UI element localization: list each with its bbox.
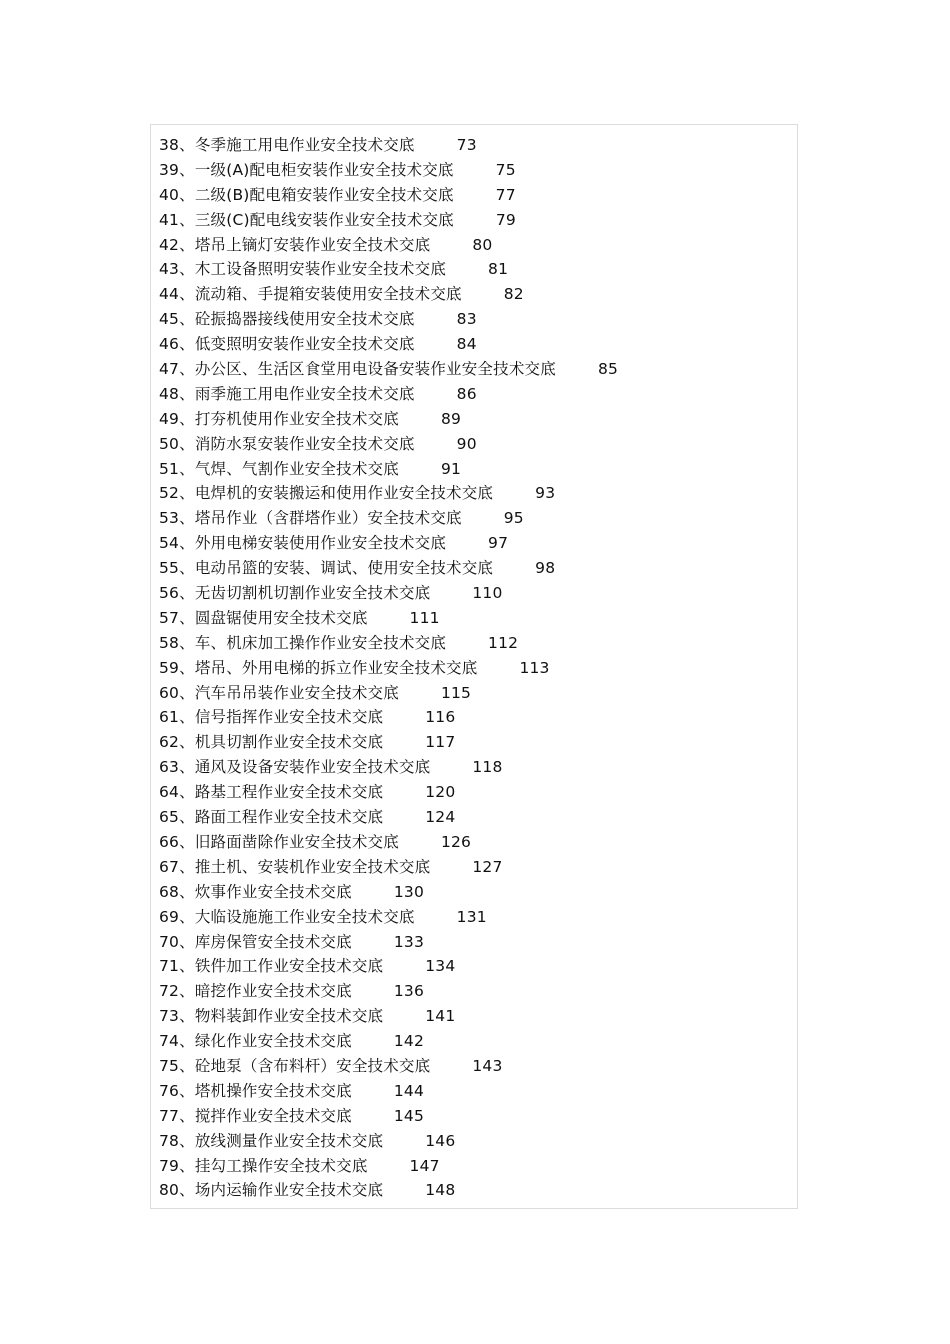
toc-entry-page: 81 — [488, 260, 509, 279]
toc-entry-separator: 、 — [179, 409, 195, 428]
toc-entry — [159, 1154, 618, 1179]
toc-entry-page: 97 — [488, 534, 509, 553]
toc-entry-number: 39 — [159, 160, 180, 179]
toc-entry-separator: 、 — [179, 882, 195, 901]
toc-entry-page: 82 — [503, 285, 524, 304]
toc-entry-number: 73 — [159, 1007, 180, 1026]
toc-entry-number: 77 — [159, 1106, 180, 1125]
toc-entry-number: 68 — [159, 882, 180, 901]
toc-entry-number: 38 — [159, 136, 180, 154]
toc-entry-page: 75 — [495, 160, 516, 179]
toc-entry-number: 61 — [159, 708, 180, 727]
toc-entry-page: 91 — [440, 459, 462, 478]
toc-entry-separator: 、 — [179, 160, 195, 179]
toc-entry-page: 118 — [472, 758, 503, 777]
toc-entry-title: 低变照明安装作业安全技术交底 — [194, 335, 415, 354]
toc-entry-page: 141 — [425, 1007, 456, 1026]
toc-entry-number: 64 — [159, 783, 180, 802]
toc-entry-page: 120 — [425, 783, 456, 802]
toc-entry — [159, 257, 618, 282]
toc-entry-number: 57 — [159, 608, 180, 627]
toc-entry — [159, 158, 618, 183]
toc-entry — [159, 1129, 618, 1154]
toc-entry-page: 144 — [393, 1081, 425, 1100]
toc-entry-number: 76 — [159, 1081, 180, 1100]
toc-entry-title: 绿化作业安全技术交底 — [194, 1032, 352, 1051]
toc-entry-title: 外用电梯安装使用作业安全技术交底 — [194, 534, 447, 553]
toc-entry-title: 流动箱、手提箱安装使用安全技术交底 — [194, 285, 462, 304]
toc-entry-page: 80 — [472, 235, 493, 254]
toc-entry-separator: 、 — [179, 733, 195, 752]
toc-entry — [159, 780, 618, 805]
toc-entry-title: 冬季施工用电作业安全技术交底 — [194, 136, 415, 154]
toc-entry-title: 放线测量作业安全技术交底 — [194, 1131, 384, 1150]
toc-entry-number: 42 — [159, 235, 180, 254]
toc-entry-title: 汽车吊吊装作业安全技术交底 — [194, 683, 399, 702]
toc-entry-separator: 、 — [179, 260, 195, 279]
toc-entry-title: 砼地泵（含布料杆）安全技术交底 — [194, 1056, 431, 1075]
toc-entry-number: 54 — [159, 534, 180, 553]
toc-entry — [159, 531, 618, 556]
toc-entry-title: 大临设施施工作业安全技术交底 — [194, 907, 415, 926]
toc-entry — [159, 382, 618, 407]
toc-entry-title: 电焊机的安装搬运和使用作业安全技术交底 — [194, 484, 494, 503]
toc-entry-title: 库房保管安全技术交底 — [194, 932, 352, 951]
toc-entry-page: 116 — [425, 708, 456, 727]
toc-entry-separator: 、 — [179, 857, 195, 876]
toc-entry-separator: 、 — [179, 1106, 195, 1125]
toc-entry — [159, 432, 618, 457]
toc-entry — [159, 730, 618, 755]
toc-entry-separator: 、 — [179, 559, 195, 578]
toc-entry-separator: 、 — [179, 136, 195, 154]
toc-entry-page: 148 — [425, 1181, 456, 1200]
toc-entry-number: 49 — [159, 409, 180, 428]
toc-entry-number: 79 — [159, 1156, 180, 1175]
toc-entry-page: 147 — [409, 1156, 440, 1175]
toc-entry-page: 110 — [472, 584, 503, 603]
toc-entry-title: 圆盘锯使用安全技术交底 — [194, 608, 368, 627]
toc-entry — [159, 1104, 618, 1129]
toc-entry-separator: 、 — [179, 783, 195, 802]
toc-entry-separator: 、 — [179, 459, 195, 478]
toc-entry — [159, 481, 618, 506]
toc-entry-separator: 、 — [179, 310, 195, 329]
toc-entry — [159, 357, 618, 382]
toc-entry-page: 146 — [425, 1131, 456, 1150]
toc-box — [150, 124, 798, 1209]
toc-entry-separator: 、 — [179, 1007, 195, 1026]
toc-entry — [159, 979, 618, 1004]
toc-entry-number: 65 — [159, 808, 180, 827]
toc-entry-number: 58 — [159, 633, 180, 652]
toc-entry-separator: 、 — [179, 1131, 195, 1150]
toc-entry-page: 134 — [425, 957, 456, 976]
toc-entry — [159, 457, 618, 482]
toc-entry-title: 消防水泵安装作业安全技术交底 — [194, 434, 415, 453]
toc-entry-page: 111 — [409, 608, 440, 627]
toc-entry-separator: 、 — [179, 658, 195, 677]
toc-entry — [159, 705, 618, 730]
toc-entry-separator: 、 — [179, 832, 195, 851]
toc-entry-page: 113 — [519, 658, 550, 677]
toc-entry-separator: 、 — [179, 907, 195, 926]
toc-entry — [159, 880, 618, 905]
toc-entry — [159, 1029, 618, 1054]
toc-entry-separator: 、 — [179, 509, 195, 528]
toc-entry-number: 63 — [159, 758, 180, 777]
toc-entry-title: 电动吊篮的安装、调试、使用安全技术交底 — [194, 559, 494, 578]
toc-entry-title: 雨季施工用电作业安全技术交底 — [194, 384, 415, 403]
toc-entry-number: 48 — [159, 384, 180, 403]
toc-entry-number: 71 — [159, 957, 180, 976]
toc-entry — [159, 506, 618, 531]
toc-entry-number: 45 — [159, 310, 180, 329]
toc-entry-number: 50 — [159, 434, 180, 453]
toc-entry-number: 40 — [159, 185, 180, 204]
toc-entry — [159, 407, 618, 432]
toc-entry — [159, 681, 618, 706]
toc-entry-page: 115 — [440, 683, 472, 702]
toc-entry-number: 43 — [159, 260, 180, 279]
toc-entry-title: 塔吊作业（含群塔作业）安全技术交底 — [194, 509, 462, 528]
toc-entry-number: 53 — [159, 509, 180, 528]
toc-entry-number: 67 — [159, 857, 180, 876]
toc-entry-page: 145 — [393, 1106, 425, 1125]
toc-entry-title: 气焊、气割作业安全技术交底 — [194, 459, 399, 478]
toc-entry-number: 69 — [159, 907, 180, 926]
toc-entry — [159, 1054, 618, 1079]
toc-entry — [159, 905, 618, 930]
toc-entry-title: 二级(B)配电箱安装作业安全技术交底 — [194, 185, 454, 204]
toc-entry — [159, 1079, 618, 1104]
toc-entry-title: 旧路面凿除作业安全技术交底 — [194, 832, 399, 851]
toc-entry-number: 56 — [159, 584, 180, 603]
toc-entry-title: 信号指挥作业安全技术交底 — [194, 708, 384, 727]
toc-entry-title: 挂勾工操作安全技术交底 — [194, 1156, 368, 1175]
toc-entry — [159, 606, 618, 631]
toc-entry-number: 62 — [159, 733, 180, 752]
toc-entry-title: 车、机床加工操作作业安全技术交底 — [194, 633, 447, 652]
toc-entry-page: 124 — [425, 808, 456, 827]
toc-entry-page: 131 — [456, 907, 487, 926]
toc-entry-separator: 、 — [179, 708, 195, 727]
toc-entry-page: 127 — [472, 857, 503, 876]
toc-entry — [159, 631, 618, 656]
toc-entry-page: 83 — [456, 310, 477, 329]
toc-entry — [159, 656, 618, 681]
toc-entry-separator: 、 — [179, 434, 195, 453]
toc-entry-title: 办公区、生活区食堂用电设备安装作业安全技术交底 — [194, 360, 556, 379]
toc-entry-title: 塔吊上镝灯安装作业安全技术交底 — [194, 235, 431, 254]
toc-entry-title: 通风及设备安装作业安全技术交底 — [194, 758, 431, 777]
toc-entry — [159, 805, 618, 830]
toc-entry — [159, 307, 618, 332]
toc-entry-page: 130 — [393, 882, 425, 901]
toc-entry-page: 89 — [440, 409, 462, 428]
toc-entry-title: 塔吊、外用电梯的拆立作业安全技术交底 — [194, 658, 478, 677]
toc-entry-separator: 、 — [179, 1032, 195, 1051]
toc-entry-page: 90 — [456, 434, 477, 453]
toc-entry-separator: 、 — [179, 932, 195, 951]
toc-entry-title: 炊事作业安全技术交底 — [194, 882, 352, 901]
toc-entry-number: 74 — [159, 1032, 180, 1051]
toc-entry-title: 打夯机使用作业安全技术交底 — [194, 409, 399, 428]
toc-entry — [159, 830, 618, 855]
toc-entry-separator: 、 — [179, 633, 195, 652]
toc-entry-title: 路面工程作业安全技术交底 — [194, 808, 384, 827]
toc-entry-page: 79 — [495, 210, 516, 229]
toc-entry-separator: 、 — [179, 584, 195, 603]
toc-entry-title: 路基工程作业安全技术交底 — [194, 783, 384, 802]
toc-entry-separator: 、 — [179, 1181, 195, 1200]
toc-entry-page: 86 — [456, 384, 477, 403]
toc-entry-title: 塔机操作安全技术交底 — [194, 1081, 352, 1100]
toc-entry-number: 75 — [159, 1056, 180, 1075]
toc-entry-title: 木工设备照明安装作业安全技术交底 — [194, 260, 447, 279]
toc-entry-separator: 、 — [179, 360, 195, 379]
toc-entry-page: 133 — [393, 932, 425, 951]
toc-entry-title: 一级(A)配电柜安装作业安全技术交底 — [194, 160, 454, 179]
toc-entry-separator: 、 — [179, 608, 195, 627]
toc-entry-page: 126 — [440, 832, 472, 851]
toc-entry-title: 机具切割作业安全技术交底 — [194, 733, 384, 752]
toc-entry-separator: 、 — [179, 1081, 195, 1100]
toc-entry-page: 85 — [597, 360, 619, 379]
toc-entry — [159, 332, 618, 357]
toc-entry-number: 55 — [159, 559, 180, 578]
toc-entry-number: 44 — [159, 285, 180, 304]
toc-entry-separator: 、 — [179, 384, 195, 403]
toc-list — [159, 133, 618, 1203]
toc-entry-title: 搅拌作业安全技术交底 — [194, 1106, 352, 1125]
toc-entry-separator: 、 — [179, 1156, 195, 1175]
toc-entry-title: 铁件加工作业安全技术交底 — [194, 957, 384, 976]
toc-entry-separator: 、 — [179, 957, 195, 976]
toc-entry — [159, 233, 618, 258]
toc-entry-number: 60 — [159, 683, 180, 702]
toc-entry-separator: 、 — [179, 683, 195, 702]
toc-entry — [159, 282, 618, 307]
toc-entry-page: 117 — [425, 733, 456, 752]
toc-entry-number: 78 — [159, 1131, 180, 1150]
toc-entry — [159, 755, 618, 780]
toc-entry — [159, 1004, 618, 1029]
toc-entry-number: 51 — [159, 459, 180, 478]
toc-entry-number: 47 — [159, 360, 180, 379]
toc-entry-page: 73 — [456, 136, 477, 154]
toc-entry-separator: 、 — [179, 758, 195, 777]
toc-entry — [159, 208, 618, 233]
toc-entry-separator: 、 — [179, 982, 195, 1001]
toc-entry-page: 93 — [535, 484, 556, 503]
toc-entry — [159, 133, 618, 158]
toc-entry-number: 52 — [159, 484, 180, 503]
toc-entry — [159, 1178, 618, 1203]
toc-entry-number: 72 — [159, 982, 180, 1001]
toc-entry-title: 场内运输作业安全技术交底 — [194, 1181, 384, 1200]
toc-entry-separator: 、 — [179, 1056, 195, 1075]
toc-entry-page: 112 — [488, 633, 519, 652]
toc-entry-separator: 、 — [179, 285, 195, 304]
toc-entry-separator: 、 — [179, 484, 195, 503]
toc-entry-title: 物料装卸作业安全技术交底 — [194, 1007, 384, 1026]
toc-entry — [159, 183, 618, 208]
toc-entry-title: 无齿切割机切割作业安全技术交底 — [194, 584, 431, 603]
toc-entry — [159, 954, 618, 979]
toc-entry-separator: 、 — [179, 335, 195, 354]
toc-entry — [159, 855, 618, 880]
toc-entry-title: 砼振捣器接线使用安全技术交底 — [194, 310, 415, 329]
toc-entry-page: 143 — [472, 1056, 503, 1075]
toc-entry-page: 136 — [393, 982, 425, 1001]
toc-entry-number: 70 — [159, 932, 180, 951]
toc-entry-separator: 、 — [179, 808, 195, 827]
toc-entry-separator: 、 — [179, 210, 195, 229]
toc-entry — [159, 581, 618, 606]
toc-entry-title: 暗挖作业安全技术交底 — [194, 982, 352, 1001]
toc-entry-separator: 、 — [179, 185, 195, 204]
toc-entry-page: 95 — [503, 509, 524, 528]
toc-entry-title: 三级(C)配电线安装作业安全技术交底 — [194, 210, 454, 229]
toc-entry-page: 84 — [456, 335, 477, 354]
toc-entry-page: 142 — [393, 1032, 425, 1051]
toc-entry-number: 41 — [159, 210, 180, 229]
toc-entry-page: 98 — [535, 559, 556, 578]
toc-entry-number: 46 — [159, 335, 180, 354]
toc-entry-separator: 、 — [179, 235, 195, 254]
toc-entry-number: 66 — [159, 832, 180, 851]
toc-entry-number: 80 — [159, 1181, 180, 1200]
toc-entry — [159, 556, 618, 581]
toc-entry-separator: 、 — [179, 534, 195, 553]
toc-entry-number: 59 — [159, 658, 180, 677]
toc-entry — [159, 930, 618, 955]
toc-entry-title: 推土机、安装机作业安全技术交底 — [194, 857, 431, 876]
toc-entry-page: 77 — [495, 185, 516, 204]
